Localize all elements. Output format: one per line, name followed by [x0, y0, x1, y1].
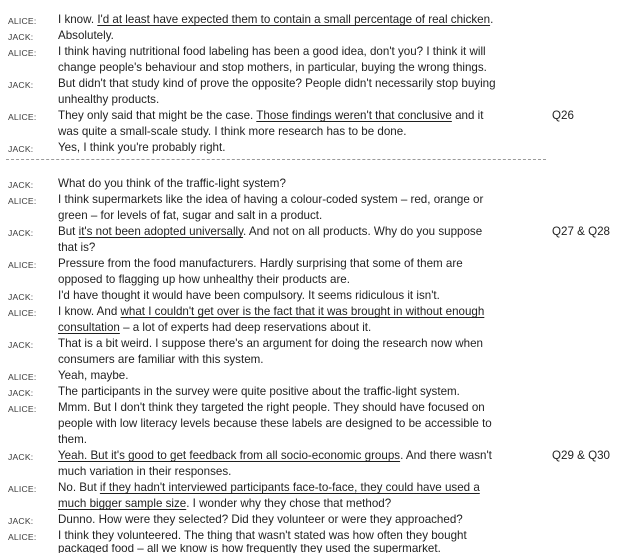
dialogue-text: Pressure from the food manufacturers. Hardly surprising that some of them are: [58, 257, 463, 270]
dialogue-text: packaged food – all we know is how frequently they used the supermarket.: [58, 544, 441, 553]
speaker-label: JACK:: [8, 452, 34, 462]
underlined-answer: I'd at least have expected them to contain a small percentage of real chicken: [97, 13, 491, 26]
dialogue-text: I know. I'd at least have expected them to contain a small percentage of real chicken.: [58, 13, 494, 26]
speaker-label: JACK:: [8, 144, 34, 154]
dialogue-text: that is?: [58, 241, 96, 254]
dialogue-text: I think they volunteered. The thing that wasn't stated was how often they bought: [58, 529, 467, 542]
speaker-label: ALICE:: [8, 532, 37, 542]
dialogue-text: I think having nutritional food labeling has been a good idea, don't you? I think it will: [58, 45, 486, 58]
underlined-answer: much bigger sample size: [58, 497, 187, 510]
dialogue-text: I think supermarkets like the idea of having a colour-coded system – red, orange or: [58, 193, 484, 206]
speaker-label: JACK:: [8, 228, 34, 238]
underlined-answer: what I couldn't get over is the fact that it was brought in without enough: [120, 305, 485, 318]
dialogue-text: green – for levels of fat, sugar and salt in a product.: [58, 209, 323, 222]
speaker-label: JACK:: [8, 516, 34, 526]
speaker-label: ALICE:: [8, 404, 37, 414]
dialogue-text: Absolutely.: [58, 29, 114, 42]
speaker-label: JACK:: [8, 340, 34, 350]
dialogue-text: But it's not been adopted universally. And not on all products. Why do you suppose: [58, 225, 483, 238]
speaker-label: ALICE:: [8, 16, 37, 26]
dialogue-text: them.: [58, 433, 87, 446]
speaker-label: JACK:: [8, 180, 34, 190]
dialogue-text: was quite a small-scale study. I think more research has to be done.: [58, 125, 407, 138]
speaker-label: JACK:: [8, 388, 34, 398]
dialogue-text: Yeah. But it's good to get feedback from all socio-economic groups. And there wasn't: [58, 449, 492, 462]
question-label-q27-q28: Q27 & Q28: [552, 225, 611, 238]
speaker-label: JACK:: [8, 80, 34, 90]
dialogue-text: much variation in their responses.: [58, 465, 232, 478]
dialogue-text: change people's behaviour and stop mothers, in particular, buying the wrong things.: [58, 61, 487, 74]
section-divider: [6, 159, 546, 160]
speaker-label: ALICE:: [8, 260, 37, 270]
question-label-q29-q30: Q29 & Q30: [552, 449, 611, 462]
dialogue-text: consultation – a lot of experts had deep reservations about it.: [58, 321, 372, 334]
dialogue-text: No. But if they hadn't interviewed participants face-to-face, they could have used a: [58, 481, 480, 494]
question-label-q26: Q26: [552, 109, 574, 122]
dialogue-text: What do you think of the traffic-light system?: [58, 177, 286, 190]
speaker-label: ALICE:: [8, 372, 37, 382]
underlined-answer: consultation: [58, 321, 120, 334]
dialogue-text: people with low literacy levels because these labels are designed to be accessible to: [58, 417, 492, 430]
dialogue-text: But didn't that study kind of prove the opposite? People didn't necessarily stop buying: [58, 77, 496, 90]
dialogue-text: The participants in the survey were quite positive about the traffic-light system.: [58, 385, 460, 398]
dialogue-text: consumers are familiar with this system.: [58, 353, 264, 366]
dialogue-text: much bigger sample size. I wonder why they chose that method?: [58, 497, 392, 510]
dialogue-text: I know. And what I couldn't get over is the fact that it was brought in without enough: [58, 305, 485, 318]
dialogue-text: unhealthy products.: [58, 93, 160, 106]
dialogue-text: opposed to flagging up how unhealthy their products are.: [58, 273, 350, 286]
speaker-label: ALICE:: [8, 112, 37, 122]
speaker-label: ALICE:: [8, 48, 37, 58]
dialogue-text: I'd have thought it would have been compulsory. It seems ridiculous it isn't.: [58, 289, 440, 302]
underlined-answer: Those findings weren't that conclusive: [256, 109, 452, 122]
speaker-label: JACK:: [8, 32, 34, 42]
underlined-answer: Yeah. But it's good to get feedback from all socio-economic groups: [58, 449, 401, 462]
dialogue-text: Mmm. But I don't think they targeted the right people. They should have focused on: [58, 401, 485, 414]
dialogue-text: Dunno. How were they selected? Did they volunteer or were they approached?: [58, 513, 463, 526]
underlined-answer: if they hadn't interviewed participants face-to-face, they could have used a: [99, 481, 480, 494]
dialogue-text: Yeah, maybe.: [58, 369, 129, 382]
speaker-label: ALICE:: [8, 484, 37, 494]
speaker-label: ALICE:: [8, 308, 37, 318]
dialogue-text: That is a bit weird. I suppose there's an argument for doing the research now when: [58, 337, 483, 350]
speaker-label: JACK:: [8, 292, 34, 302]
dialogue-text: They only said that might be the case. Those findings weren't that conclusive and it: [58, 109, 484, 122]
transcript-line: [0, 544, 624, 553]
dialogue-text: Yes, I think you're probably right.: [58, 141, 226, 154]
underlined-answer: it's not been adopted universally: [78, 225, 244, 238]
speaker-label: ALICE:: [8, 196, 37, 206]
